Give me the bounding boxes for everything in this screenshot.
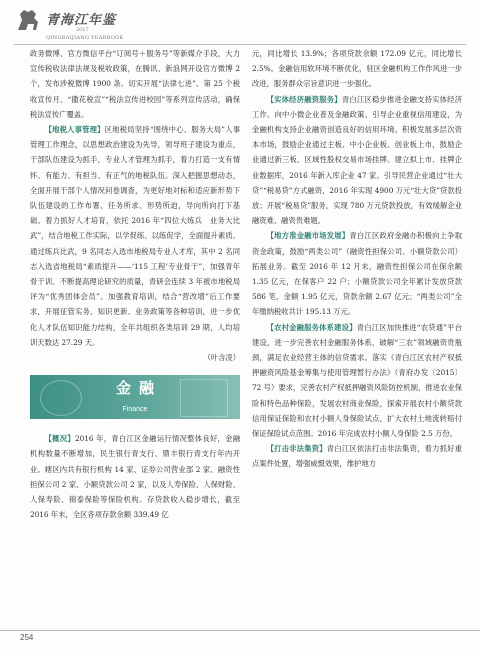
intro-paragraph: 政务微博、官方微信平台“订阅号＋服务号”等新媒介手段，大力宣传税收法律法规及税收政策，在腾讯、新浪网开设官方微博 2 个，发布涉税微博 1900 条。切实开展“法律七进”、第 25 个税收宣传月、“撒花税宣”“税法宣传进校园”等系列宣传活动，确保税法宣传广覆盖。 [30,49,240,119]
section-text: 青白江区稳步推进金融支持实体经济工作。向中小微企业普及金融政策、引导企业重视信用建设，为金融机构支持企业融资创造良好的信用环境。积极发展多层次资本市场，鼓励企业通过主板、中小企业板、创业板上市，鼓励企业通过新三板、区域性股权交易市场挂牌。建立拟上市、挂牌企业数据库，2016 年新入库企业 47 家。引导民营企业通过“壮大贷”“税易贷”方式融资，2016 年实现 4900 万元“壮大贷”贷款投放；开展“税易贷”服务，实现 780 万元贷款投放，有效缓解企业融资难、融资贵难题。 [252,94,463,226]
section-tag: 【地方准金融市场发展】 [266,231,350,241]
rural-finance-paragraph [252,320,462,442]
section-tag: 【农村金融服务体系建设】 [266,322,357,332]
footer-divider [0,630,480,631]
left-column [30,46,240,522]
overview-paragraph [30,431,240,522]
finance-section-banner [30,375,240,419]
horse-logo-icon [14,6,44,34]
section-text: 青白江区政府金融办积极向上争取资金政策，鼓励“两类公司”（融资性担保公司、小额贷款公司）拓展业务。截至 2016 年 12 月末，融资性担保公司在保余额 1.35 亿元，在保客户 22 户；小额贷款公司全年累计发放贷款 586 笔，金额 1.95 亿元，贷款余额 2.67 亿元；“两类公司”全年缴纳税收共计 195.13 万元。 [252,231,463,317]
header-divider [14,44,466,45]
banner-subtitle: Finance [122,406,148,414]
author-credit: （叶含凌） [203,353,240,363]
continued-paragraph: 元，同比增长 13.9%；各项贷款余额 172.09 亿元，同比增长 2.5%。金融信用软环境不断优化，驻区金融机构工作作风进一步改进，服务群众宗旨意识进一步强化。 [252,49,462,89]
tax-personnel-paragraph [30,122,240,350]
right-column [252,46,462,472]
page-number: 254 [20,633,34,642]
section-tag: 【打击非法集资】 [266,444,327,454]
yearbook-year: 2017 [76,27,89,33]
real-economy-paragraph [252,92,462,229]
yearbook-title: 青海江年鉴 [46,13,117,28]
yearbook-subtitle: QINGBAIJIANG YEARBOOK [46,35,124,41]
banner-title: 金融 [115,379,162,398]
illegal-fundraising-paragraph [252,441,462,471]
section-tag: 【地税人事管理】 [44,125,105,135]
section-text: 青白江区加快推进“农贷通”平台建设，进一步完善农村金融服务体系，破解“三农”领域融资贵瓶颈，满足农业经营主体的信贷需求。落实《青白江区农村产权抵押融资风险基金筹集与使用管理暂行办法》（青府办发〔2015〕72 号）要求，完善农村产权抵押融资风险防控机制，推进农业保险和特色品种保险，发展农村商业保险，探索开展农村小额贷款信用保证保险和农村小额人身保险试点，扩大农村土地流转赔付保证保险试点范围。2016 年完成农村小额人身保险 2.5 万份。 [252,322,462,439]
section-text: 青白江区依法打击非法集资，着力抓好重点案件处置，增强威慑效果，维护地方 [252,444,463,469]
section-tag: 【概况】 [44,434,75,444]
local-finance-paragraph [252,228,462,319]
section-tag: 【实体经济融资服务】 [266,94,342,104]
section-text: 2016 年，青白江区金融运行情况整体良好，金融机构数量不断增加，民生银行青支行、鼎丰银行青支行年内开业。辖区内共有银行机构 14 家、证券公司营业部 2 家、融资性担保公司 2 家、小额贷款公司 2 家，以及人寿保险、人保财险、人保寿险、锦泰保险等保险机构。存贷款收入稳步增长，截至 2016 年末，全区各项存款余额 339.49 亿 [30,434,241,520]
section-text: 区地税局坚持“围绕中心、服务大局”人事管理工作理念，以思想政治建设为先导，领导班子建设为重点，干部队伍建设为抓手，专业人才管理为抓手，着力打造一支有情怀、有能力、有担当、有正气的地税队伍。深入把握思想动态，全面开展干部个人情况问卷调查，为更好地对标和适应新形势下队伍建设的工作布署、任务所求、形势所迫，导向所向打下基础。着力抓好人才培育，依托 2016 年“四位大练兵 业务大比武”，结合地税工作实际，以学促练、以练促学，全面提升素质。通过练兵比武，9 名同志入选市地税局专业人才库，其中 2 名同志入选省地税局“素质提升——‘115 工程’专业骨干”，加强青年骨干训、不断提高理论研究的质量，青研会连续 3 年被市地税局评为“优秀团体会员”。加强教育培训，结合“营改增”后工作要求，开展征管实务、知识更新、业务政策等各种培训，进一步优化人才队伍知识能力结构，全年共组织各类培训 29 期，人均培训天数达 27.29 天。 [30,125,240,347]
